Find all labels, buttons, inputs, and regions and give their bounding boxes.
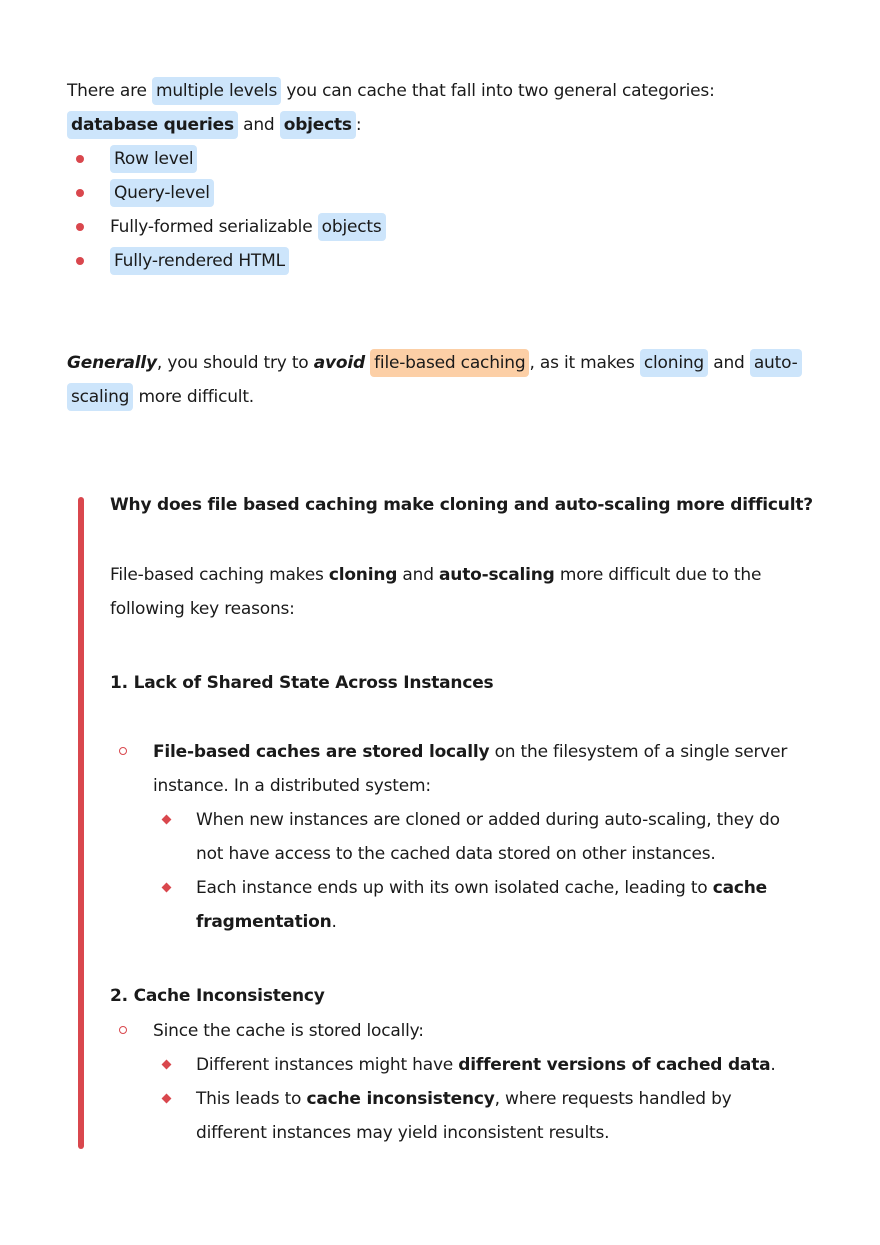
text: . bbox=[331, 912, 337, 932]
text: different versions of cached data bbox=[458, 1055, 771, 1075]
list-item bbox=[110, 142, 197, 176]
highlight-objects[interactable]: objects bbox=[280, 111, 356, 139]
text: This leads to bbox=[196, 1089, 307, 1109]
text: more difficult due to the bbox=[554, 565, 762, 585]
highlight[interactable]: Query-level bbox=[110, 179, 214, 207]
section-heading-1: 1. Lack of Shared State Across Instances bbox=[110, 673, 494, 693]
list-item bbox=[110, 244, 289, 278]
intro-line-1 bbox=[67, 74, 715, 108]
intro-line-2 bbox=[67, 108, 361, 142]
text: File-based caches are stored locally bbox=[153, 742, 490, 762]
section-heading-2: 2. Cache Inconsistency bbox=[110, 986, 325, 1006]
highlight[interactable]: objects bbox=[318, 213, 386, 241]
highlight-cloning[interactable]: cloning bbox=[640, 349, 708, 377]
answer-intro-2: following key reasons: bbox=[110, 599, 295, 619]
list-item bbox=[110, 210, 386, 244]
highlight-auto-scaling[interactable]: auto- bbox=[750, 349, 802, 377]
bullet-icon bbox=[76, 155, 84, 163]
text: Different instances might have bbox=[196, 1055, 459, 1075]
question-heading: Why does file based caching make cloning and auto-scaling more difficult? bbox=[110, 495, 813, 515]
text: , as it makes bbox=[529, 353, 640, 373]
text: There are bbox=[67, 81, 152, 101]
list-item-cont: instance. In a distributed system: bbox=[153, 776, 431, 796]
text: auto-scaling bbox=[439, 565, 555, 585]
text: , where requests handled by bbox=[494, 1089, 732, 1109]
diamond-bullet-icon bbox=[162, 1094, 172, 1104]
circle-bullet-icon bbox=[119, 747, 127, 755]
highlight-database-queries[interactable]: database queries bbox=[67, 111, 238, 139]
text: . bbox=[770, 1055, 776, 1075]
list-item: Since the cache is stored locally: bbox=[153, 1021, 424, 1041]
sub-list-item bbox=[196, 1082, 732, 1116]
highlight-file-based-caching[interactable]: file-based caching bbox=[370, 349, 529, 377]
text: cloning bbox=[328, 565, 398, 585]
text: and bbox=[397, 565, 440, 585]
sub-list-item-cont bbox=[196, 905, 337, 939]
text: and bbox=[708, 353, 750, 373]
highlight-multiple-levels[interactable]: multiple levels bbox=[152, 77, 281, 105]
sub-list-item-cont: not have access to the cached data stored on other instances. bbox=[196, 844, 716, 864]
text: and bbox=[237, 115, 280, 135]
text: File-based caching makes bbox=[110, 565, 329, 585]
text: avoid bbox=[313, 353, 365, 373]
advice-line-2 bbox=[67, 380, 254, 414]
text: on the filesystem of a single server bbox=[489, 742, 788, 762]
bullet-icon bbox=[76, 189, 84, 197]
diamond-bullet-icon bbox=[162, 883, 172, 893]
diamond-bullet-icon bbox=[162, 1060, 172, 1070]
answer-intro bbox=[110, 558, 761, 592]
text: more difficult. bbox=[133, 387, 254, 407]
circle-bullet-icon bbox=[119, 1026, 127, 1034]
sub-list-item bbox=[196, 1048, 776, 1082]
bullet-icon bbox=[76, 223, 84, 231]
highlight[interactable]: Fully-rendered HTML bbox=[110, 247, 289, 275]
sub-list-item-cont: different instances may yield inconsistent results. bbox=[196, 1123, 610, 1143]
highlight-auto-scaling[interactable]: scaling bbox=[67, 383, 133, 411]
text: Each instance ends up with its own isolated cache, leading to bbox=[196, 878, 713, 898]
sub-list-item: When new instances are cloned or added during auto-scaling, they do bbox=[196, 810, 780, 830]
text: Fully-formed serializable bbox=[110, 217, 318, 237]
sub-list-item bbox=[196, 871, 767, 905]
text: Generally bbox=[67, 353, 157, 373]
text: : bbox=[355, 115, 362, 135]
highlight[interactable]: Row level bbox=[110, 145, 197, 173]
advice-line-1 bbox=[67, 346, 802, 380]
text: you can cache that fall into two general categories: bbox=[281, 81, 715, 101]
text: cache inconsistency bbox=[306, 1089, 495, 1109]
bullet-icon bbox=[76, 257, 84, 265]
text: cache bbox=[712, 878, 767, 898]
blockquote-bar bbox=[78, 497, 84, 1149]
text: fragmentation bbox=[196, 912, 332, 932]
list-item bbox=[110, 176, 214, 210]
text: , you should try to bbox=[156, 353, 314, 373]
diamond-bullet-icon bbox=[162, 815, 172, 825]
list-item bbox=[153, 735, 787, 769]
